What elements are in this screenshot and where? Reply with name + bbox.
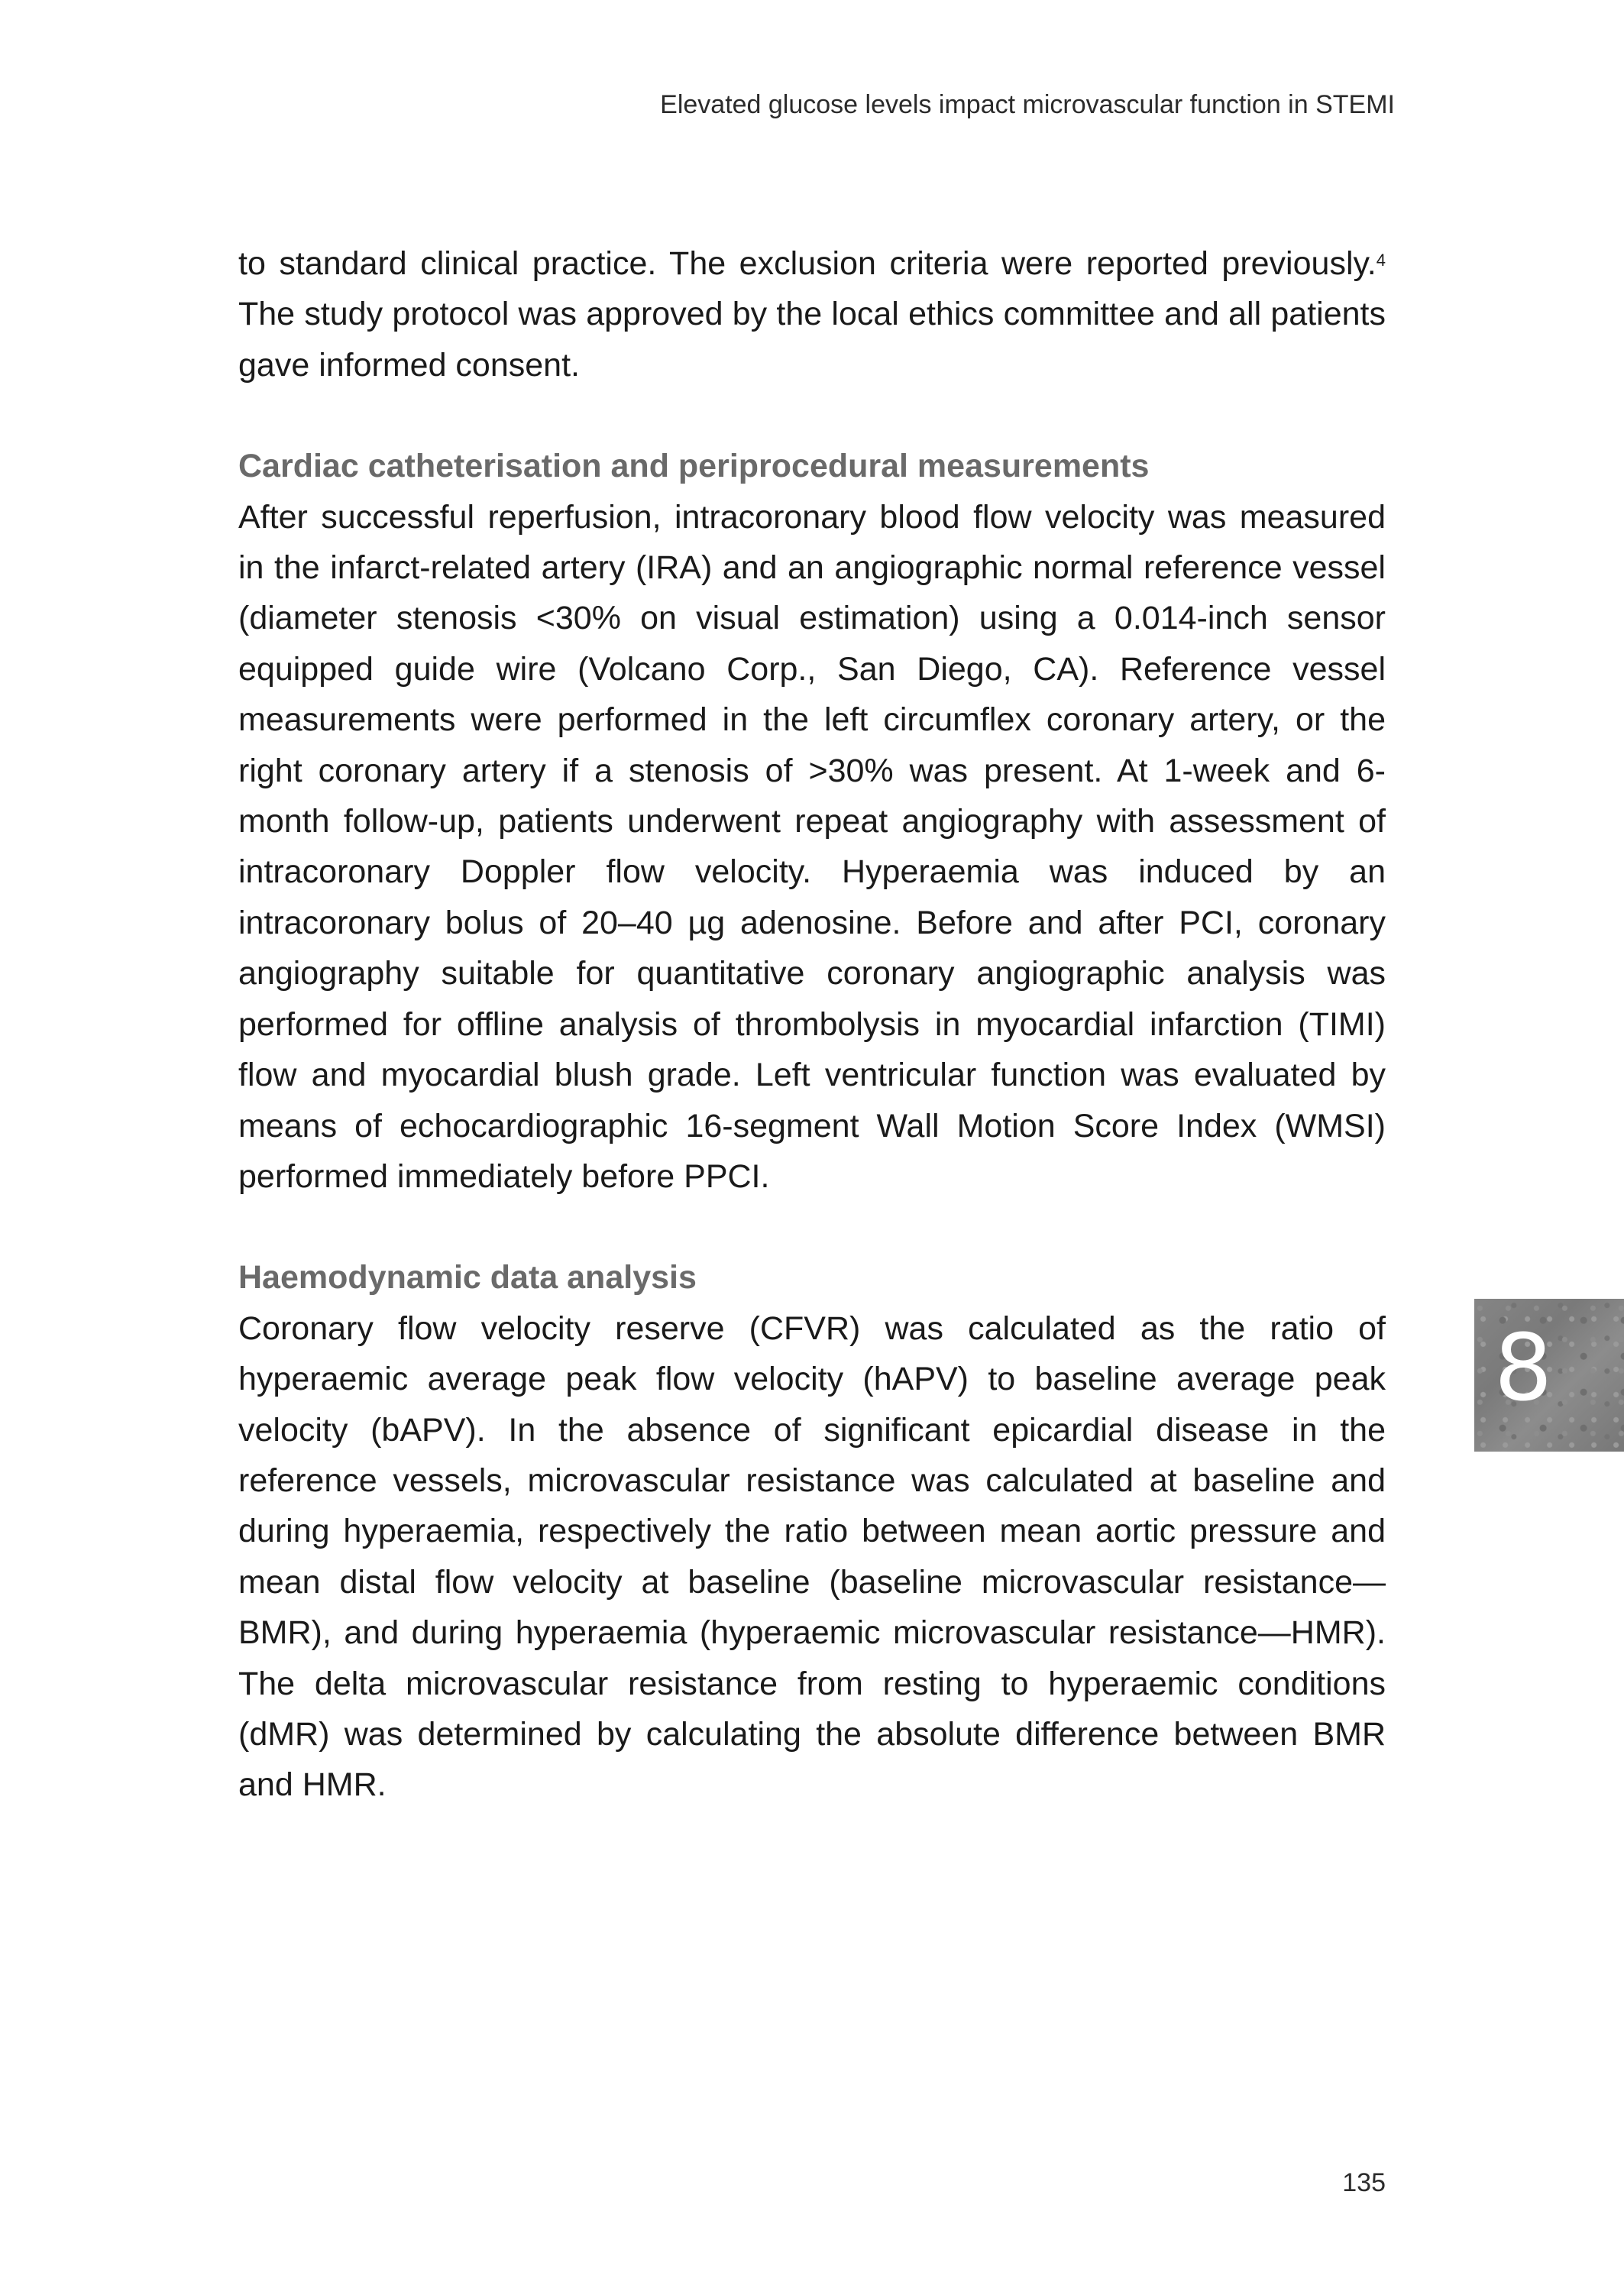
intro-paragraph xyxy=(238,238,1386,390)
citation-superscript[interactable]: 4 xyxy=(1376,251,1386,270)
intro-text-continued: The study protocol was approved by the local ethics committee and all patients gave informed consent. xyxy=(238,296,1386,384)
section-heading-catheterisation: Cardiac catheterisation and periprocedural measurements xyxy=(238,448,1150,485)
section-body-haemodynamic: Coronary flow velocity reserve (CFVR) was calculated as the ratio of hyperaemic average peak flow velocity (hAPV) to baseline average peak velocity (bAPV). In the absence of significant epicardial disease in the reference vessels, microvascular resistance was calculated at baseline and during hyperaemia, respectively the ratio between mean aortic pressure and mean distal flow velocity at baseline (baseline microvascular resistance—BMR), and during hyperaemia (hyperaemic microvascular resistance—HMR). The delta microvascular resistance from resting to hyperaemic conditions (dMR) was determined by calculating the absolute difference between BMR and HMR. xyxy=(238,1309,1386,1804)
page-number: 135 xyxy=(1342,2168,1386,2197)
paragraph-gap xyxy=(238,1202,1386,1252)
paragraph-gap xyxy=(238,390,1386,441)
intro-text: to standard clinical practice. The exclusion criteria were reported previously. xyxy=(238,245,1377,282)
chapter-number: 8 xyxy=(1494,1316,1553,1422)
section-body-catheterisation: After successful reperfusion, intracoronary blood flow velocity was measured in the infarct-related artery (IRA) and an angiographic normal reference vessel (diameter stenosis <30% on visual estimation) using a 0.014-inch sensor equipped guide wire (Volcano Corp., San Diego, CA). Reference vessel measurements were performed in the left circumflex coronary artery, or the right coronary artery if a stenosis of >30% was present. At 1-week and 6-month follow-up, patients underwent repeat angiography with assessment of intracoronary Doppler flow velocity. Hyperaemia was induced by an intracoronary bolus of 20–40 µg adenosine. Before and after PCI, coronary angiography suitable for quantitative coronary angiographic analysis was performed for offline analysis of thrombolysis in myocardial infarction (TIMI) flow and myocardial blush grade. Left ventricular function was evaluated by means of echocardiographic 16-segment Wall Motion Score Index (WMSI) performed immediately before PPCI. xyxy=(238,498,1386,1195)
section-heading-haemodynamic: Haemodynamic data analysis xyxy=(238,1259,697,1297)
running-header: Elevated glucose levels impact microvascular function in STEMI xyxy=(660,90,1395,119)
main-text xyxy=(238,238,1386,1811)
chapter-tab xyxy=(1474,1299,1624,1452)
